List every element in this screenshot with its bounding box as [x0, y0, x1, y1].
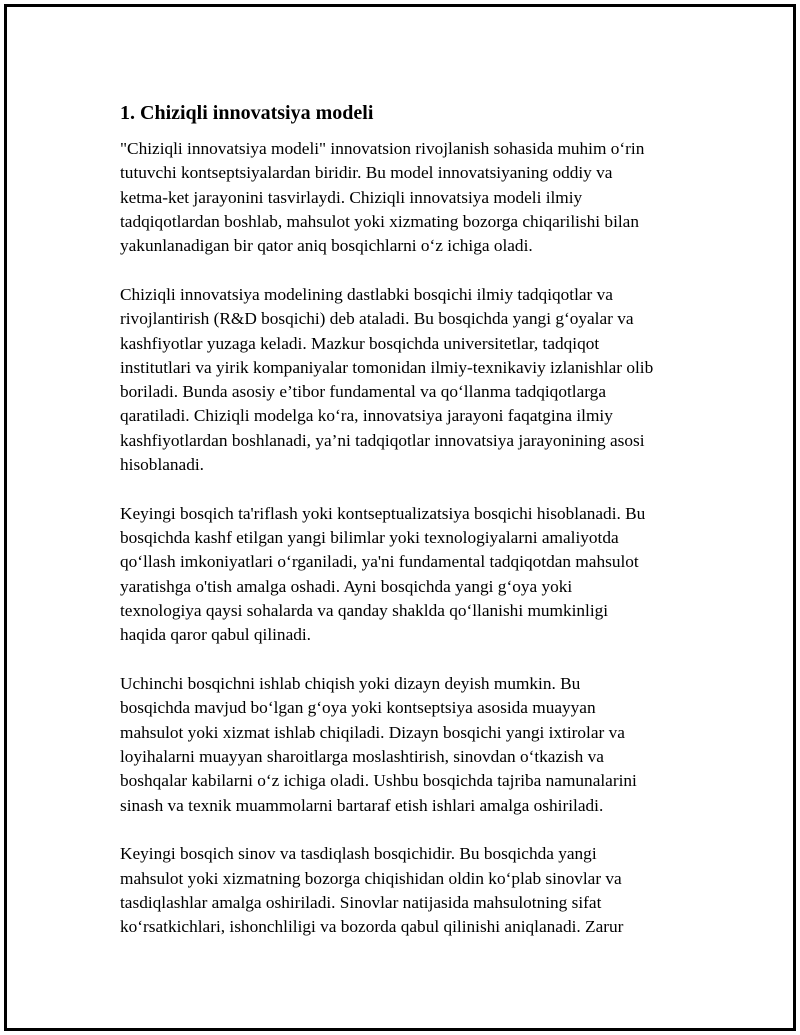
text-line: bosqichda kashf etilgan yangi bilimlar yoki texnologiyalarni amaliyotda	[120, 528, 619, 548]
text-line: "Chiziqli innovatsiya modeli" innovatsion rivojlanish sohasida muhim o‘rin	[120, 139, 645, 158]
section-heading: 1. Chiziqli innovatsiya modeli	[120, 102, 374, 124]
text-line: kashfiyotlar yuzaga keladi. Mazkur bosqichda universitetlar, tadqiqot	[120, 333, 600, 353]
text-line: sinash va texnik muammolarni bartaraf etish ishlari amalga oshiriladi.	[120, 795, 604, 815]
text-line: ko‘rsatkichlari, ishonchliligi va bozorda qabul qilinishi aniqlanadi. Zarur	[120, 917, 624, 937]
text-line: texnologiya qaysi sohalarda va qanday shaklda qo‘llanishi mumkinligi	[120, 601, 609, 621]
document-body	[120, 101, 700, 964]
paragraph-2	[120, 283, 700, 477]
text-line: Chiziqli innovatsiya modelining dastlabki bosqichi ilmiy tadqiqotlar va	[120, 284, 613, 304]
text-line: bosqichda mavjud bo‘lgan g‘oya yoki kontseptsiya asosida muayyan	[120, 698, 596, 718]
text-line: kashfiyotlardan boshlanadi, ya’ni tadqiqotlar innovatsiya jarayonining asosi	[120, 430, 645, 450]
text-line: rivojlantirish (R&D bosqichi) deb ataladi. Bu bosqichda yangi g‘oyalar va	[120, 309, 634, 329]
paragraph-4	[120, 672, 700, 818]
text-line: yakunlanadigan bir qator aniq bosqichlarni o‘z ichiga oladi.	[120, 236, 533, 256]
text-line: qaratiladi. Chiziqli modelga ko‘ra, innovatsiya jarayoni faqatgina ilmiy	[120, 406, 613, 426]
text-line: hisoblanadi.	[120, 455, 204, 475]
text-line: tutuvchi kontseptsiyalardan biridir. Bu model innovatsiyaning oddiy va	[120, 163, 613, 183]
text-line: mahsulot yoki xizmatning bozorga chiqishidan oldin ko‘plab sinovlar va	[120, 868, 622, 888]
paragraph-3	[120, 502, 700, 648]
text-line: Keyingi bosqich ta'riflash yoki kontseptualizatsiya bosqichi hisoblanadi. Bu	[120, 503, 646, 523]
text-line: boriladi. Bunda asosiy e’tibor fundamental va qo‘llanma tadqiqotlarga	[120, 382, 606, 402]
text-line: ketma-ket jarayonini tasvirlaydi. Chiziqli innovatsiya modeli ilmiy	[120, 187, 583, 207]
text-line: Keyingi bosqich sinov va tasdiqlash bosqichidir. Bu bosqichda yangi	[120, 844, 597, 864]
text-line: tasdiqlashlar amalga oshiriladi. Sinovlar natijasida mahsulotning sifat	[120, 893, 602, 913]
text-line: haqida qaror qabul qilinadi.	[120, 625, 311, 645]
page-frame	[4, 4, 796, 1031]
text-line: mahsulot yoki xizmat ishlab chiqiladi. Dizayn bosqichi yangi ixtirolar va	[120, 722, 625, 742]
text-line: boshqalar kabilarni o‘z ichiga oladi. Ushbu bosqichda tajriba namunalarini	[120, 771, 637, 791]
text-line: qo‘llash imkoniyatlari o‘rganiladi, ya'ni fundamental tadqiqotdan mahsulot	[120, 552, 639, 572]
text-line: institutlari va yirik kompaniyalar tomonidan ilmiy-texnikaviy izlanishlar olib	[120, 357, 654, 377]
text-line: loyihalarni muayyan sharoitlarga moslashtirish, sinovdan o‘tkazish va	[120, 747, 604, 767]
paragraph-5	[120, 842, 700, 939]
text-line: Uchinchi bosqichni ishlab chiqish yoki dizayn deyish mumkin. Bu	[120, 674, 581, 694]
text-line: tadqiqotlardan boshlab, mahsulot yoki xizmating bozorga chiqarilishi bilan	[120, 211, 639, 231]
paragraph-1	[120, 137, 700, 258]
text-line: yaratishga o'tish amalga oshadi. Ayni bosqichda yangi g‘oya yoki	[120, 576, 573, 596]
